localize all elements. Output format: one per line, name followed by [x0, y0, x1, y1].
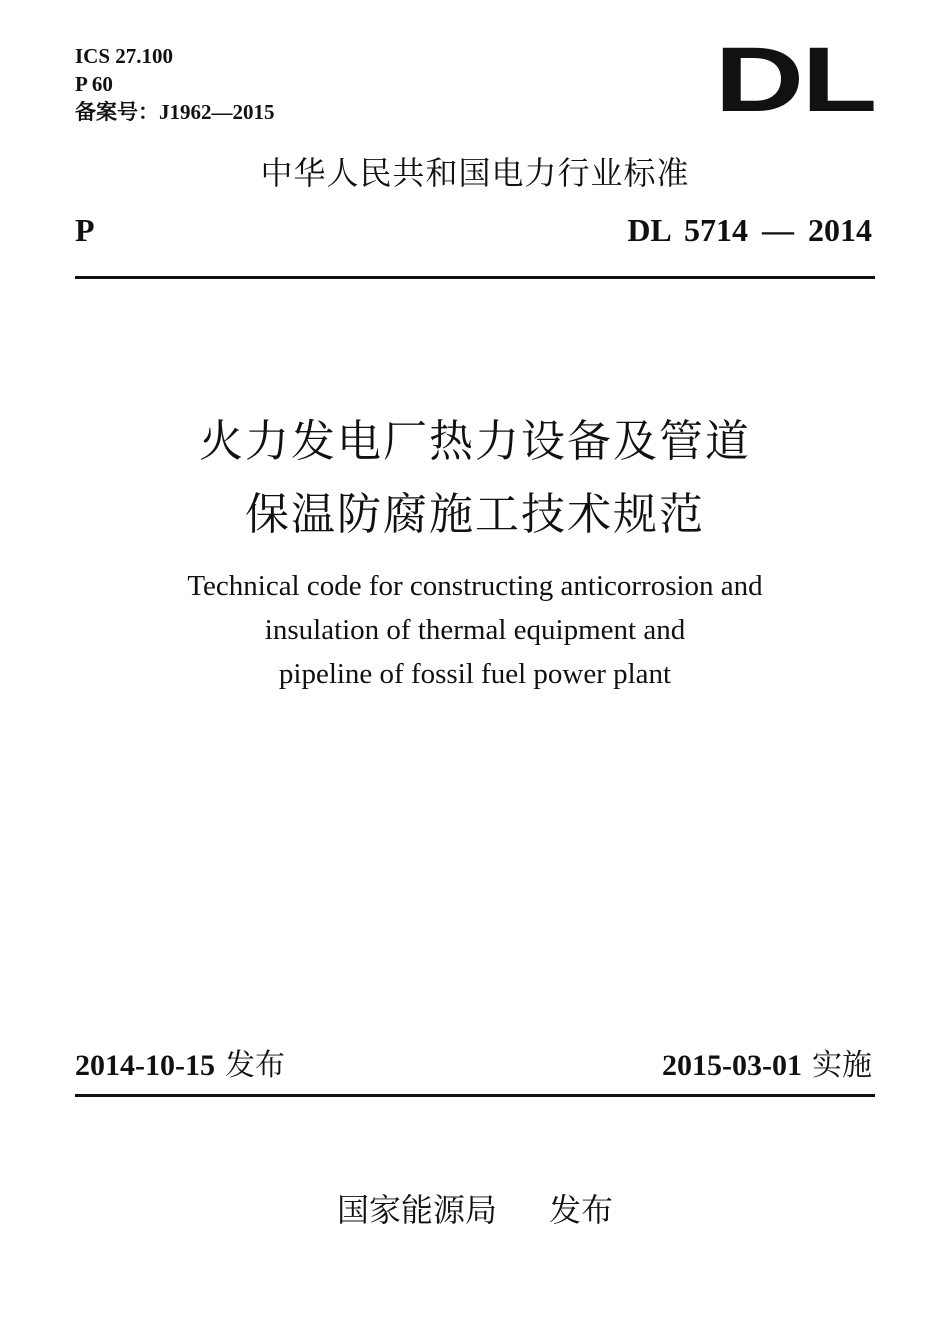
bottom-divider [75, 1094, 875, 1097]
dl-logo: DL [714, 29, 875, 131]
publish-info [75, 1040, 285, 1084]
issuer-label: 发布 [549, 1191, 614, 1229]
filing-number: 备案号：J1962—2015 [75, 100, 275, 124]
issuer-name: 国家能源局 [336, 1191, 497, 1229]
issuer-line [0, 1185, 950, 1231]
effective-date: 2015-03-01 [662, 1049, 802, 1082]
title-en-line-3: pipeline of fossil fuel power plant [278, 658, 672, 690]
title-zh-line-2: 保温防腐施工技术规范 [245, 489, 705, 540]
ics-code: ICS 27.100 [75, 44, 174, 68]
effective-label: 实施 [812, 1048, 872, 1083]
classification-code: P 60 [75, 72, 113, 96]
industry-standard-heading: 中华人民共和国电力行业标准 [260, 154, 690, 192]
publish-label: 发布 [224, 1048, 285, 1083]
effective-info [662, 1040, 872, 1084]
top-divider [75, 276, 875, 279]
title-zh-line-1: 火力发电厂热力设备及管道 [199, 416, 751, 467]
header-meta [75, 42, 275, 126]
publish-date: 2014-10-15 [75, 1049, 215, 1082]
title-en-line-2: insulation of thermal equipment and [264, 614, 686, 646]
title-en-line-1: Technical code for constructing anticorrosion and [187, 570, 763, 602]
standard-number: DL 5714 — 2014 [627, 212, 872, 248]
category-code: P [75, 212, 95, 248]
